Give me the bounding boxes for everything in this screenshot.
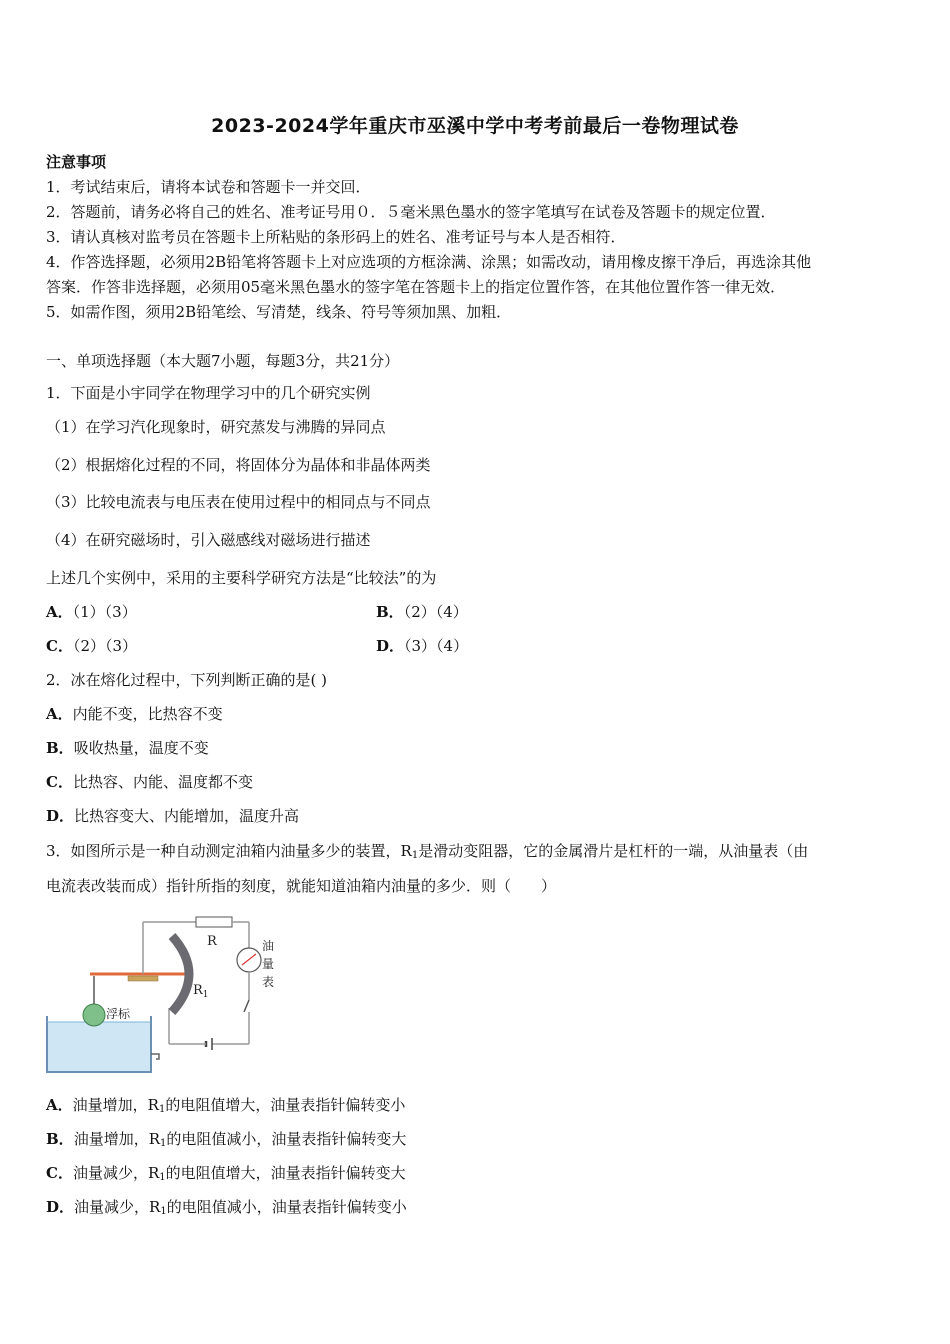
switch	[244, 1000, 249, 1012]
question-stem-continued: 电流表改装而成）指针所指的刻度，就能知道油箱内油量的多少．则（ ）	[46, 877, 557, 895]
label-float: 浮标	[106, 1007, 131, 1021]
option-text: 油量减少，R	[74, 1198, 161, 1216]
notice-item: 5．如需作图，须用2B铅笔绘、写清楚，线条、符号等须加黑、加粗．	[46, 303, 512, 321]
option-b[interactable]	[46, 738, 209, 758]
option-a[interactable]	[46, 602, 137, 622]
option-c[interactable]	[46, 636, 137, 656]
question-stem: 2．冰在熔化过程中，下列判断正确的是( )	[46, 671, 328, 689]
option-text: 比热容变大、内能增加，温度升高	[74, 807, 300, 825]
option-text: （2）（3）	[72, 637, 138, 655]
option-text: 的电阻值减小，油量表指针偏转变小	[166, 1198, 407, 1216]
label-r1-sub: 1	[202, 990, 209, 1000]
label-gauge-char: 油	[262, 939, 275, 953]
option-label: D．	[46, 807, 75, 825]
option-label: C．	[46, 637, 73, 655]
example-item: （2）根据熔化过程的不同，将固体分为晶体和非晶体两类	[46, 456, 431, 474]
option-a[interactable]	[46, 704, 223, 724]
tank-tap	[151, 1054, 159, 1059]
option-text: 吸收热量，温度不变	[73, 739, 209, 757]
subscript: 1	[158, 1104, 166, 1115]
option-text: 油量增加，R	[72, 1096, 159, 1114]
option-label: A．	[46, 705, 73, 723]
label-r1	[193, 983, 209, 1000]
option-label: A．	[46, 1096, 73, 1114]
option-text: 的电阻值增大，油量表指针偏转变大	[165, 1164, 406, 1182]
option-text: 内能不变，比热容不变	[72, 705, 223, 723]
option-b[interactable]	[46, 1129, 406, 1149]
question-stem: 1．下面是小宇同学在物理学习中的几个研究实例	[46, 384, 371, 402]
subscript: 1	[159, 1138, 167, 1149]
option-c[interactable]	[46, 1163, 406, 1183]
option-d[interactable]	[46, 1197, 407, 1217]
option-label: C．	[46, 1164, 73, 1182]
notice-item: 1．考试结束后，请将本试卷和答题卡一并交回．	[46, 178, 371, 196]
option-text: 比热容、内能、温度都不变	[72, 773, 253, 791]
option-label: B．	[376, 603, 404, 621]
label-gauge-char: 表	[262, 975, 275, 989]
option-d[interactable]	[46, 806, 299, 826]
float-ball	[83, 1004, 105, 1026]
option-text: 油量减少，R	[72, 1164, 160, 1182]
example-item: （4）在研究磁场时，引入磁感线对磁场进行描述	[46, 531, 371, 549]
option-label: D．	[46, 1198, 75, 1216]
label-gauge-char: 量	[262, 957, 275, 971]
lever-pivot	[128, 976, 158, 981]
option-text: 的电阻值增大，油量表指针偏转变小	[165, 1096, 406, 1114]
option-c[interactable]	[46, 772, 253, 792]
page-title: 2023-2024学年重庆市巫溪中学中考考前最后一卷物理试卷	[211, 115, 739, 137]
stem-text: 3．如图所示是一种自动测定油箱内油量多少的装置，R	[46, 842, 412, 860]
option-d[interactable]	[376, 636, 468, 656]
option-a[interactable]	[46, 1095, 405, 1115]
stem-text: 是滑动变阻器，它的金属滑片是杠杆的一端，从油量表（由	[418, 842, 809, 860]
question-stem	[46, 841, 808, 861]
notice-item: 4．作答选择题，必须用2B铅笔将答题卡上对应选项的方框涂满、涂黑；如需改动，请用橡皮擦干净后，再选涂其他	[46, 253, 812, 271]
option-label: C．	[46, 773, 73, 791]
section-heading: 一、单项选择题（本大题7小题，每题3分，共21分）	[46, 352, 400, 370]
example-item: （1）在学习汽化现象时，研究蒸发与沸腾的异同点	[46, 418, 386, 436]
option-label: A．	[46, 603, 73, 621]
option-text: （3）（4）	[404, 637, 469, 655]
resistor-r	[196, 917, 232, 927]
option-text: （2）（4）	[403, 603, 468, 621]
subscript: 1	[159, 1172, 166, 1183]
oil-gauge-circuit-figure	[44, 912, 294, 1080]
notice-item: 3．请认真核对监考员在答题卡上所粘贴的条形码上的姓名、准考证号与本人是否相符．	[46, 228, 626, 246]
question-text: 上述几个实例中，采用的主要科学研究方法是“比较法”的为	[46, 569, 437, 587]
option-text: 油量增加，R	[73, 1130, 160, 1148]
example-item: （3）比较电流表与电压表在使用过程中的相同点与不同点	[46, 493, 431, 511]
circuit-diagram	[44, 912, 294, 1080]
option-label: D．	[376, 637, 405, 655]
label-r: R	[207, 934, 217, 949]
option-label: B．	[46, 739, 74, 757]
option-label: B．	[46, 1130, 74, 1148]
option-b[interactable]	[376, 602, 468, 622]
notice-heading: 注意事项	[46, 153, 107, 171]
subscript: 1	[160, 1206, 167, 1217]
notice-item: 2．答题前，请务必将自己的姓名、准考证号用０．５毫米黑色墨水的签字笔填写在试卷及答题卡的规定位置．	[46, 203, 776, 221]
notice-item: 答案．作答非选择题，必须用05毫米黑色墨水的签字笔在答题卡上的指定位置作答，在其他位置作答一律无效．	[46, 278, 786, 296]
option-text: 的电阻值减小，油量表指针偏转变大	[166, 1130, 407, 1148]
option-text: （1）（3）	[72, 603, 137, 621]
oil-in-tank	[47, 1022, 151, 1072]
label-r1-main: R	[193, 983, 203, 998]
subscript: 1	[411, 850, 419, 861]
